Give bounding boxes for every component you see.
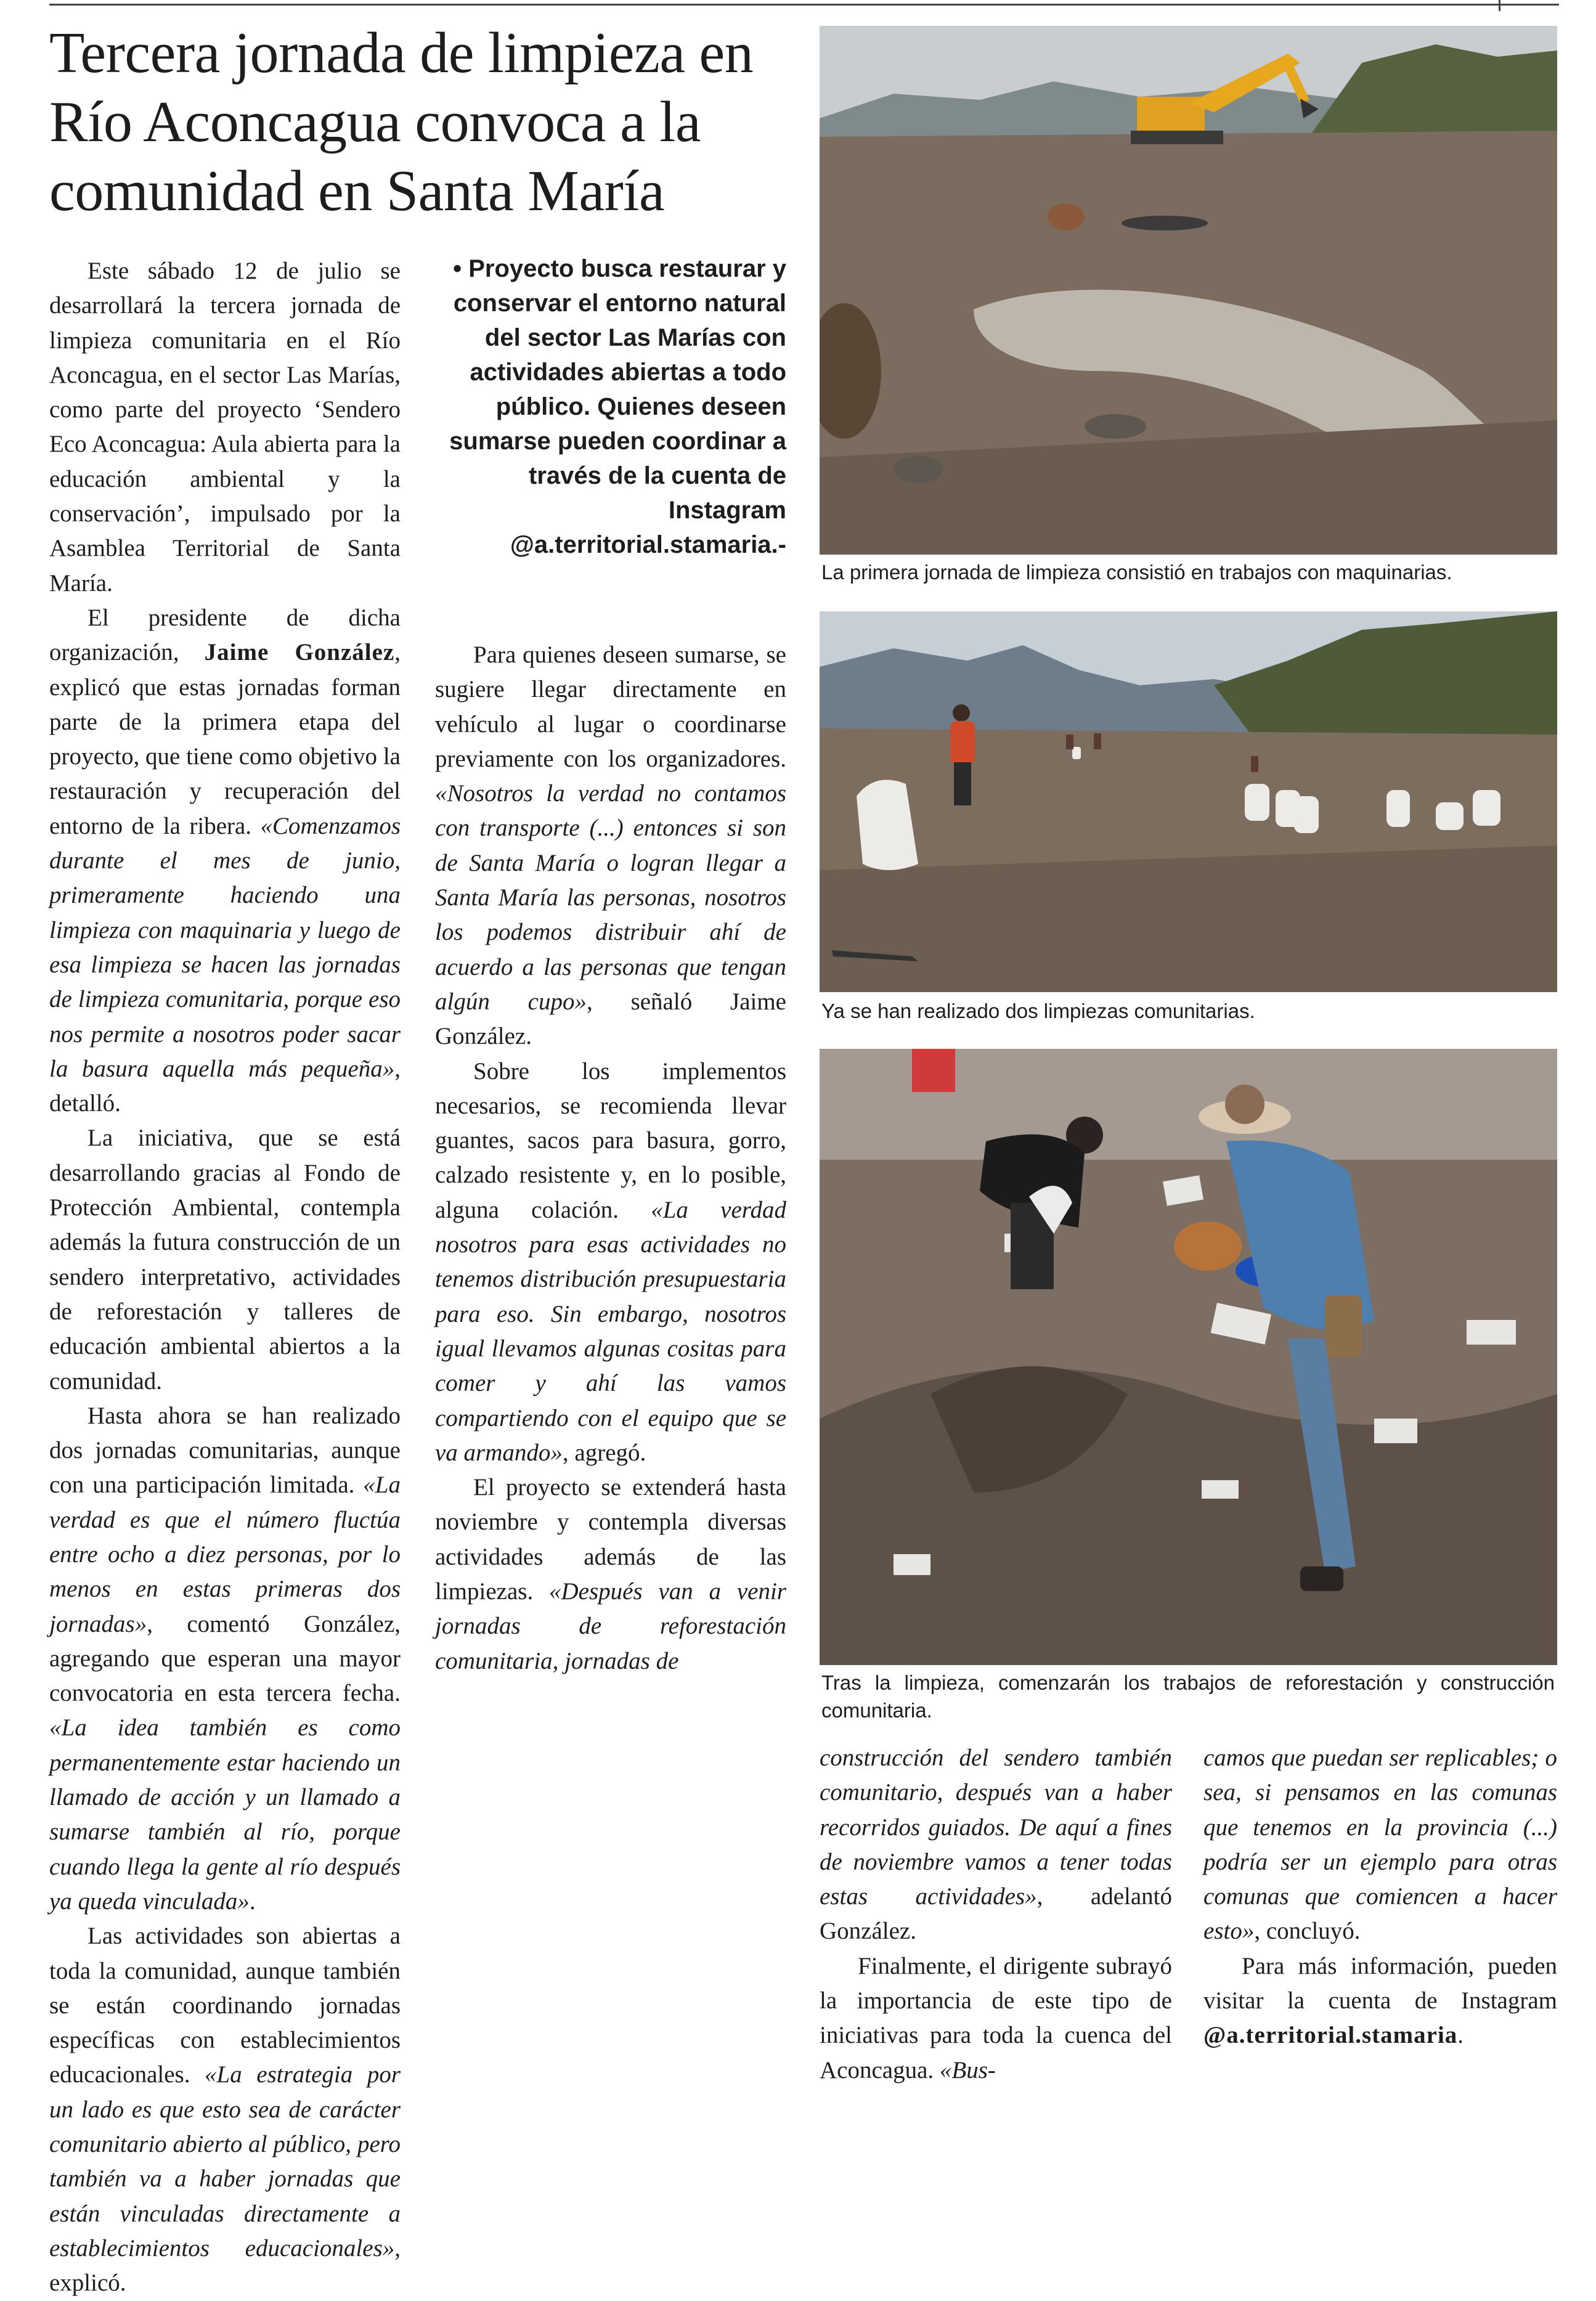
top-rule <box>49 4 1559 6</box>
photo-community-cleanup <box>820 611 1557 992</box>
article-column-2 <box>435 638 786 1679</box>
top-rule-tick <box>1499 0 1500 11</box>
article-column-4 <box>1203 1741 1557 2053</box>
paragraph-9-cont: camos que puedan ser replicables; o sea, si pensamos en las comunas que tenemos en la provincia (...) podría ser un ejemplo para otras comunas que comiencen a hacer esto», concluyó. <box>1203 1745 1557 1945</box>
photo-1-caption: La primera jornada de limpieza consistió en trabajos con maquinarias. <box>821 561 1452 584</box>
paragraph-8: El proyecto se extenderá hasta noviembre y contempla diversas actividades además de las limpiezas. «Después van a venir jornadas de reforestación comunitaria, jornadas de <box>435 1474 786 1674</box>
photo-trash-picking <box>820 1049 1557 1665</box>
paragraph-1: Este sábado 12 de julio se desarrollará la tercera jornada de limpieza comunitaria en el Río Aconcagua, en el sector Las Marías, como parte del proyecto ‘Sendero Eco Aconcagua: Aula abierta para la educación ambiental y la conservación’, impulsado por la Asamblea Territorial de Santa María. <box>49 258 401 597</box>
photo-3-caption: Tras la limpieza, comenzarán los trabajos de reforestación y construcción comunitaria. <box>821 1671 1555 1722</box>
paragraph-7: Sobre los implementos necesarios, se recomienda llevar guantes, sacos para basura, gorro, calzado resistente y, en lo posible, alguna colación. «La verdad nosotros para esas actividades no tenemos distribución presupuestaria para eso. Sin embargo, nosotros igual llevamos algunas cositas para comer y ahí las vamos compartiendo con el equipo que se va armando», agregó. <box>435 1057 786 1466</box>
paragraph-8-cont: construcción del sendero también comunitario, después van a haber recorridos guiados. De aquí a fines de noviembre vamos a tener todas estas actividades», adelantó González. <box>820 1745 1172 1945</box>
paragraph-10: Para más información, pueden visitar la cuenta de Instagram @a.territorial.stamaria. <box>1203 1952 1557 2049</box>
photo-volunteers-illustration <box>820 611 1557 992</box>
paragraph-4: Hasta ahora se han realizado dos jornadas comunitarias, aunque con una participación limitada. «La verdad es que el número fluctúa entre ocho a diez personas, por lo menos en estas primeras dos jornadas», comentó González, agregando que esperan una mayor convocatoria en esta tercera fecha. «La idea también es como permanentemente estar haciendo un llamado de acción y un llamado a sumarse también al río, porque cuando llega la gente al río después ya queda vinculada». <box>49 1402 401 1915</box>
paragraph-5: Las actividades son abiertas a toda la comunidad, aunque también se están coordinando jornadas específicas con establecimientos educacionales. «La estrategia por un lado es que esto sea de carácter comunitario abierto al público, pero también va a haber jornadas que están vinculadas directamente a establecimientos educacionales», explicó. <box>49 1923 401 2297</box>
photo-excavator-illustration <box>820 26 1557 555</box>
article-lead: • Proyecto busca restaurar y conservar el entorno natural del sector Las Marías con actividades abiertas a todo público. Quienes deseen sumarse pueden coordinar a través de la cuenta de Instagram @a.territorial.stamaria.- <box>449 255 786 558</box>
article-column-1 <box>49 254 401 2301</box>
paragraph-2: El presidente de dicha organización, Jaime González, explicó que estas jornadas forman parte de la primera etapa del proyecto, que tiene como objetivo la restauración y recuperación del entorno de la ribera. «Comenzamos durante el mes de junio, primeramente haciendo una limpieza con maquinaria y luego de esa limpieza se hacen las jornadas de limpieza comunitaria, porque eso nos permite a nosotros poder sacar la basura aquella más pequeña», detalló. <box>49 604 401 1117</box>
photo-excavator-riverbank <box>820 26 1557 555</box>
paragraph-6: Para quienes deseen sumarse, se sugiere llegar directamente en vehículo al lugar o coordinarse previamente con los organizadores. «Nosotros la verdad no contamos con transporte (...) entonces si son de Santa María o logran llegar a Santa María las personas, nosotros los podemos distribuir ahí de acuerdo a las personas que tengan algún cupo», señaló Jaime González. <box>435 641 786 1050</box>
paragraph-3: La iniciativa, que se está desarrollando gracias al Fondo de Protección Ambiental, contempla además la futura construcción de un sendero interpretativo, actividades de reforestación y talleres de educación ambiental abiertos a la comunidad. <box>49 1125 401 1395</box>
article-column-3 <box>820 1741 1172 2088</box>
photo-trash-picking-illustration <box>820 1049 1557 1665</box>
paragraph-9: Finalmente, el dirigente subrayó la importancia de este tipo de iniciativas para toda la cuenca del Aconcagua. «Bus- <box>820 1952 1172 2083</box>
article-headline: Tercera jornada de limpieza en Río Aconcagua convoca a la comunidad en Santa María <box>49 21 754 223</box>
person-name: Jaime González <box>204 639 395 666</box>
photo-2-caption: Ya se han realizado dos limpiezas comunitarias. <box>821 1000 1255 1022</box>
instagram-handle: @a.territorial.stamaria <box>1203 2022 1458 2049</box>
